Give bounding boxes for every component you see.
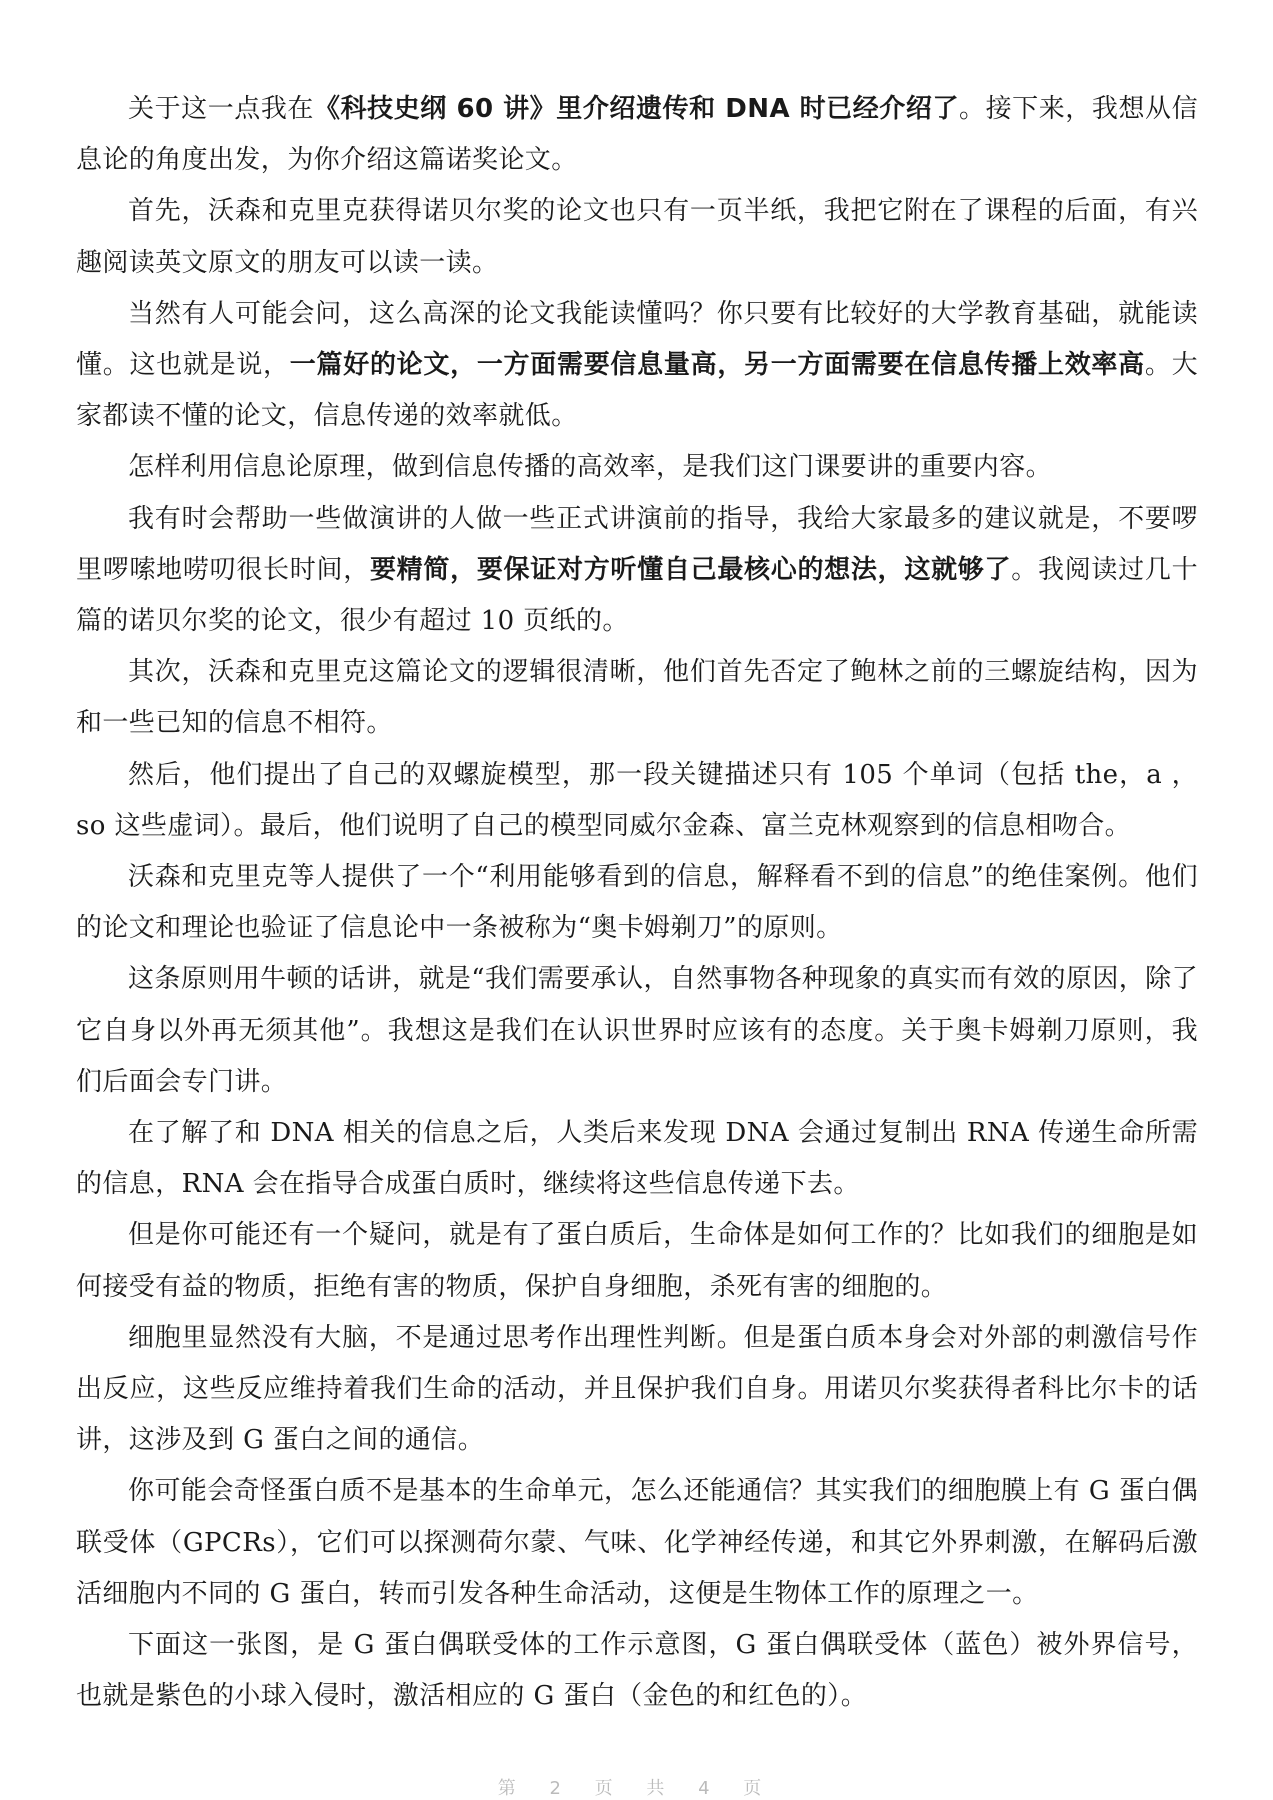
text-run: 在了解了和 DNA 相关的信息之后，人类后来发现 DNA 会通过复制出 RNA 传递生命所需的信息，RNA 会在指导合成蛋白质时，继续将这些信息传递下去。: [76, 1118, 1198, 1200]
bold-text-run: 《科技史纲 60 讲》里介绍遗传和 DNA 时已经介绍了: [314, 94, 960, 124]
text-run: 。大家都读不懂的论文，信息传递的效率就低。: [76, 350, 1198, 432]
paragraph: [76, 1108, 1198, 1210]
text-run: 我有时会帮助一些做演讲的人做一些正式讲演前的指导，我给大家最多的建议就是，不要啰里啰嗦地唠叨很长时间，: [76, 503, 1198, 585]
paragraph: [76, 494, 1198, 648]
paragraph: [76, 647, 1198, 749]
text-run: 其次，沃森和克里克这篇论文的逻辑很清晰，他们首先否定了鲍林之前的三螺旋结构，因为和一些已知的信息不相符。: [76, 657, 1198, 739]
paragraph: [76, 852, 1198, 954]
text-run: 怎样利用信息论原理，做到信息传播的高效率，是我们这门课要讲的重要内容。: [128, 452, 1053, 483]
text-run: 下面这一张图，是 G 蛋白偶联受体的工作示意图，G 蛋白偶联受体（蓝色）被外界信号，也就是紫色的小球入侵时，激活相应的 G 蛋白（金色的和红色的）。: [76, 1630, 1198, 1712]
bold-text-run: 一篇好的论文，一方面需要信息量高，另一方面需要在信息传播上效率高: [289, 350, 1145, 381]
paragraph: [76, 1210, 1198, 1312]
page-footer: 第 2 页 共 4 页: [497, 1778, 776, 1799]
text-run: 关于这一点我在: [128, 94, 315, 124]
text-run: 。我阅读过几十篇的诺贝尔奖的论文，很少有超过 10 页纸的。: [76, 554, 1198, 637]
text-run: 然后，他们提出了自己的双螺旋模型，那一段关键描述只有 105 个单词（包括 the，a ，so 这些虚词）。最后，他们说明了自己的模型同威尔金森、富兰克林观察到的信息相吻合。: [76, 759, 1198, 841]
text-run: 沃森和克里克等人提供了一个“利用能够看到的信息，解释看不到的信息”的绝佳案例。他们的论文和理论也验证了信息论中一条被称为“奥卡姆剃刀”的原则。: [76, 862, 1198, 944]
paragraph: [76, 954, 1198, 1108]
paragraph: [76, 1313, 1198, 1467]
text-run: 你可能会奇怪蛋白质不是基本的生命单元，怎么还能通信？其实我们的细胞膜上有 G 蛋白偶联受体（GPCRs），它们可以探测荷尔蒙、气味、化学神经传递，和其它外界刺激，在解码后激活细胞内不同的 G 蛋白，转而引发各种生命活动，这便是生物体工作的原理之一。: [76, 1476, 1198, 1609]
article-body: [76, 84, 1198, 1723]
text-run: 但是你可能还有一个疑问，就是有了蛋白质后，生命体是如何工作的？比如我们的细胞是如何接受有益的物质，拒绝有害的物质，保护自身细胞，杀死有害的细胞的。: [76, 1220, 1198, 1302]
paragraph: [76, 289, 1198, 443]
text-run: 当然有人可能会问，这么高深的论文我能读懂吗？你只要有比较好的大学教育基础，就能读懂。这也就是说，: [76, 298, 1198, 381]
paragraph: [76, 442, 1198, 493]
paragraph: [76, 1620, 1198, 1722]
paragraph: [76, 750, 1198, 852]
bold-text-run: 要精简，要保证对方听懂自己最核心的想法，这就够了: [369, 554, 1012, 585]
text-run: 细胞里显然没有大脑，不是通过思考作出理性判断。但是蛋白质本身会对外部的刺激信号作出反应，这些反应维持着我们生命的活动，并且保护我们自身。用诺贝尔奖获得者科比尔卡的话讲，这涉及到 G 蛋白之间的通信。: [76, 1322, 1198, 1456]
paragraph: [76, 1466, 1198, 1620]
text-run: 。接下来，我想从信息论的角度出发，为你介绍这篇诺奖论文。: [76, 94, 1198, 176]
paragraph: [76, 186, 1198, 288]
text-run: 这条原则用牛顿的话讲，就是“我们需要承认，自然事物各种现象的真实而有效的原因，除了它自身以外再无须其他”。我想这是我们在认识世界时应该有的态度。关于奥卡姆剃刀原则，我们后面会专门讲。: [76, 964, 1198, 1097]
text-run: 首先，沃森和克里克获得诺贝尔奖的论文也只有一页半纸，我把它附在了课程的后面，有兴趣阅读英文原文的朋友可以读一读。: [76, 196, 1198, 278]
paragraph: [76, 84, 1198, 186]
